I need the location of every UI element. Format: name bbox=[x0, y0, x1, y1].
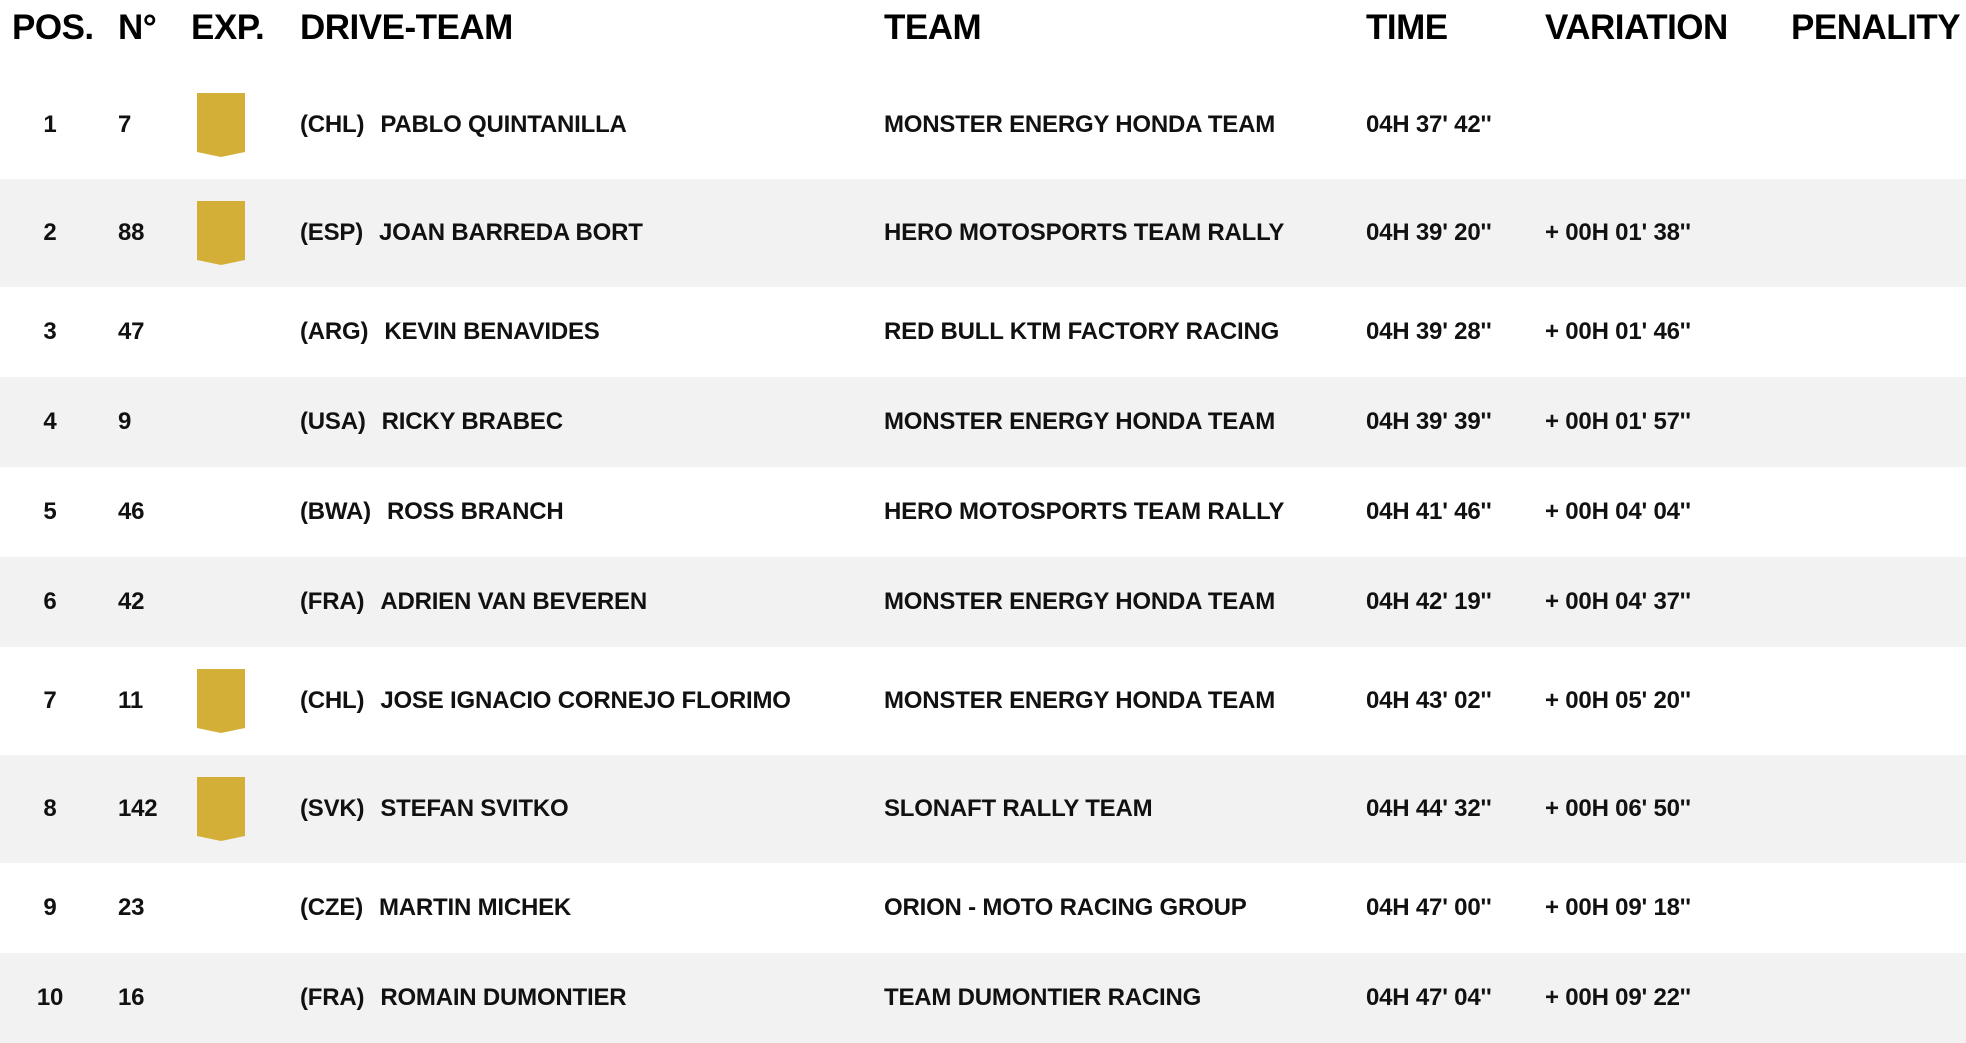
expert-badge-icon bbox=[197, 201, 245, 265]
driver[interactable] bbox=[300, 588, 647, 616]
time: 04H 43' 02'' bbox=[1366, 687, 1492, 714]
driver-name: ADRIEN VAN BEVEREN bbox=[380, 588, 647, 615]
variation: + 00H 06' 50'' bbox=[1545, 795, 1691, 822]
driver[interactable] bbox=[300, 318, 600, 346]
position: 8 bbox=[43, 795, 57, 822]
team-name: SLONAFT RALLY TEAM bbox=[884, 795, 1153, 822]
time: 04H 41' 46'' bbox=[1366, 498, 1492, 525]
time: 04H 39' 20'' bbox=[1366, 219, 1492, 246]
expert-badge-icon bbox=[197, 93, 245, 157]
position: 7 bbox=[43, 687, 57, 714]
bib-number: 142 bbox=[118, 795, 158, 822]
position: 6 bbox=[43, 588, 57, 615]
driver[interactable] bbox=[300, 795, 568, 823]
header-pos[interactable]: POS. bbox=[12, 8, 94, 47]
table-row[interactable] bbox=[0, 863, 1966, 953]
table-row[interactable] bbox=[0, 647, 1966, 755]
header-team[interactable]: TEAM bbox=[884, 8, 982, 47]
nationality: (SVK) bbox=[300, 795, 365, 822]
table-row[interactable] bbox=[0, 755, 1966, 863]
driver-name: ROSS BRANCH bbox=[386, 498, 564, 525]
table-row[interactable] bbox=[0, 377, 1966, 467]
team-name: MONSTER ENERGY HONDA TEAM bbox=[884, 111, 1276, 138]
team-name: ORION - MOTO RACING GROUP bbox=[884, 894, 1247, 921]
table-row[interactable] bbox=[0, 179, 1966, 287]
position: 5 bbox=[43, 498, 57, 525]
nationality: (FRA) bbox=[300, 588, 365, 615]
variation: + 00H 05' 20'' bbox=[1545, 687, 1691, 714]
bib-number: 16 bbox=[118, 984, 145, 1011]
position: 2 bbox=[43, 219, 57, 246]
header-number[interactable]: N° bbox=[118, 8, 157, 47]
header-variation[interactable]: VARIATION bbox=[1545, 8, 1728, 47]
bib-number: 88 bbox=[118, 219, 145, 246]
driver[interactable] bbox=[300, 984, 626, 1012]
team-name: HERO MOTOSPORTS TEAM RALLY bbox=[884, 219, 1285, 246]
team-name: MONSTER ENERGY HONDA TEAM bbox=[884, 687, 1276, 714]
bib-number: 11 bbox=[118, 687, 143, 714]
variation: + 00H 09' 22'' bbox=[1545, 984, 1691, 1011]
bib-number: 47 bbox=[118, 318, 145, 345]
bib-number: 46 bbox=[118, 498, 145, 525]
table-row[interactable] bbox=[0, 287, 1966, 377]
driver-name: RICKY BRABEC bbox=[381, 408, 563, 435]
nationality: (USA) bbox=[300, 408, 366, 435]
driver-name: KEVIN BENAVIDES bbox=[384, 318, 600, 345]
expert-badge-icon bbox=[197, 669, 245, 733]
table-header bbox=[0, 0, 1966, 71]
header-penalty[interactable]: PENALITY bbox=[1791, 8, 1961, 47]
variation: + 00H 04' 04'' bbox=[1545, 498, 1691, 525]
time: 04H 42' 19'' bbox=[1366, 588, 1492, 615]
position: 1 bbox=[43, 111, 57, 138]
expert-badge-icon bbox=[197, 777, 245, 841]
time: 04H 39' 28'' bbox=[1366, 318, 1492, 345]
team-name: RED BULL KTM FACTORY RACING bbox=[884, 318, 1280, 345]
position: 3 bbox=[43, 318, 57, 345]
table-row[interactable] bbox=[0, 557, 1966, 647]
nationality: (CZE) bbox=[300, 894, 363, 921]
team-name: HERO MOTOSPORTS TEAM RALLY bbox=[884, 498, 1285, 525]
bib-number: 42 bbox=[118, 588, 145, 615]
driver[interactable] bbox=[300, 408, 563, 436]
time: 04H 47' 00'' bbox=[1366, 894, 1492, 921]
variation: + 00H 01' 38'' bbox=[1545, 219, 1691, 246]
variation: + 00H 04' 37'' bbox=[1545, 588, 1691, 615]
variation: + 00H 01' 57'' bbox=[1545, 408, 1691, 435]
header-time[interactable]: TIME bbox=[1366, 8, 1448, 47]
driver[interactable] bbox=[300, 219, 643, 247]
nationality: (ESP) bbox=[300, 219, 364, 246]
team-name: MONSTER ENERGY HONDA TEAM bbox=[884, 588, 1276, 615]
bib-number: 9 bbox=[118, 408, 132, 435]
time: 04H 39' 39'' bbox=[1366, 408, 1492, 435]
nationality: (BWA) bbox=[300, 498, 371, 525]
driver[interactable] bbox=[300, 894, 571, 922]
time: 04H 47' 04'' bbox=[1366, 984, 1492, 1011]
driver-name: ROMAIN DUMONTIER bbox=[380, 984, 627, 1011]
header-drive-team[interactable]: DRIVE-TEAM bbox=[300, 8, 513, 47]
variation: + 00H 09' 18'' bbox=[1545, 894, 1691, 921]
table-row[interactable] bbox=[0, 467, 1966, 557]
position: 10 bbox=[36, 984, 64, 1011]
table-body bbox=[0, 71, 1966, 1043]
position: 4 bbox=[43, 408, 57, 435]
driver-name: JOAN BARREDA BORT bbox=[379, 219, 643, 246]
team-name: TEAM DUMONTIER RACING bbox=[884, 984, 1202, 1011]
driver-name: JOSE IGNACIO CORNEJO FLORIMO bbox=[380, 687, 791, 714]
driver[interactable] bbox=[300, 111, 627, 139]
time: 04H 44' 32'' bbox=[1366, 795, 1492, 822]
nationality: (CHL) bbox=[300, 111, 365, 138]
bib-number: 7 bbox=[118, 111, 132, 138]
nationality: (ARG) bbox=[300, 318, 369, 345]
nationality: (FRA) bbox=[300, 984, 365, 1011]
header-expert[interactable]: EXP. bbox=[191, 8, 265, 47]
nationality: (CHL) bbox=[300, 687, 365, 714]
position: 9 bbox=[43, 894, 57, 921]
team-name: MONSTER ENERGY HONDA TEAM bbox=[884, 408, 1276, 435]
variation: + 00H 01' 46'' bbox=[1545, 318, 1691, 345]
time: 04H 37' 42'' bbox=[1366, 111, 1492, 138]
driver[interactable] bbox=[300, 498, 563, 526]
bib-number: 23 bbox=[118, 894, 145, 921]
table-row[interactable] bbox=[0, 953, 1966, 1043]
driver-name: PABLO QUINTANILLA bbox=[380, 111, 627, 138]
driver[interactable] bbox=[300, 687, 791, 715]
driver-name: MARTIN MICHEK bbox=[379, 894, 572, 921]
driver-name: STEFAN SVITKO bbox=[380, 795, 569, 822]
table-row[interactable] bbox=[0, 71, 1966, 179]
